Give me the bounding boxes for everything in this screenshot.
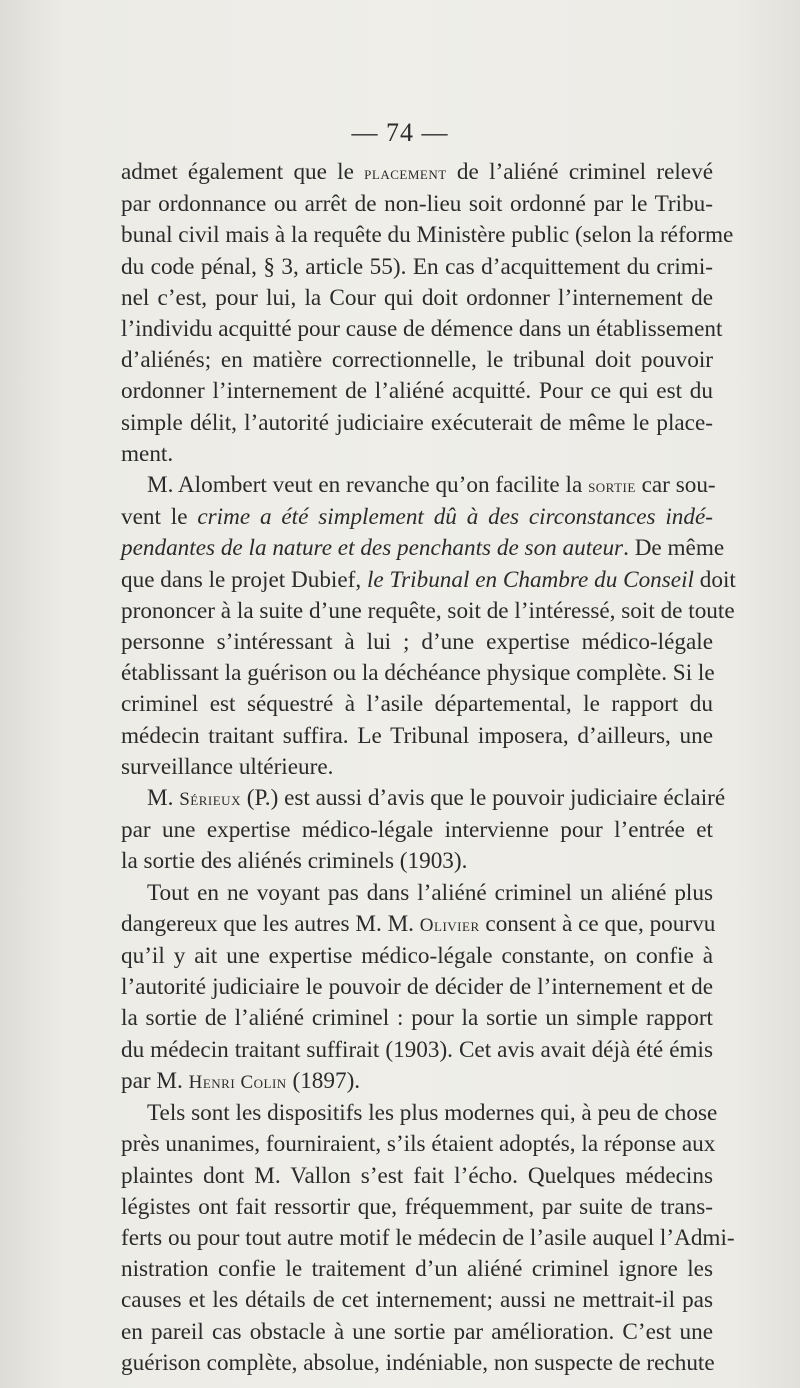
page-number: — 74 —	[351, 118, 449, 147]
text-line: en pareil cas obstacle à une sortie par amélioration. C’est une	[121, 1318, 713, 1345]
text-line: causes et les détails de cet internement; aussi ne mettrait-il pas	[121, 1287, 713, 1314]
text-line: admet également que le placement de l’aliéné criminel relevé	[121, 159, 713, 185]
text-line: l’autorité judiciaire le pouvoir de décider de l’internement et de	[121, 974, 713, 1001]
text-line: par une expertise médico-légale intervienne pour l’entrée et	[121, 817, 713, 844]
text-line: légistes ont fait ressortir que, fréquemment, par suite de trans-	[121, 1193, 713, 1220]
text-line: bunal civil mais à la requête du Ministère public (selon la réforme	[121, 222, 734, 249]
paragraph-1	[121, 157, 734, 470]
text-line: guérison complète, absolue, indéniable, non suspecte de rechute	[121, 1349, 715, 1376]
text-line: ment.	[121, 440, 174, 467]
text-line: criminel est séquestré à l’asile départemental, le rapport du	[121, 691, 713, 718]
text-line: établissant la guérison ou la déchéance physique complète. Si le	[121, 660, 715, 687]
text-line: plaintes dont M. Vallon s’est fait l’écho. Quelques médecins	[121, 1162, 713, 1189]
text-line: vent le crime a été simplement dû à des circonstances indé-	[121, 504, 713, 531]
text-line: nel c’est, pour lui, la Cour qui doit ordonner l’internement de	[121, 284, 713, 311]
text-line: nistration confie le traitement d’un aliéné criminel ignore les	[121, 1256, 713, 1283]
text-line: du médecin traitant suffirait (1903). Cet avis avait déjà été émis	[121, 1036, 713, 1063]
text-line: simple délit, l’autorité judiciaire exécuterait de même le place-	[121, 409, 713, 436]
text-line: prononcer à la suite d’une requête, soit de l’intéressé, soit de toute	[121, 597, 735, 624]
paragraph-3	[121, 783, 726, 878]
text-line: M. Sérieux (P.) est aussi d’avis que le pouvoir judiciaire éclairé	[147, 785, 726, 812]
text-line: pendantes de la nature et des penchants de son auteur. De même	[121, 535, 725, 562]
text-line: par ordonnance ou arrêt de non-lieu soit ordonné par le Tribu-	[121, 191, 713, 218]
paragraph-2	[121, 470, 736, 783]
text-line: médecin traitant suffira. Le Tribunal imposera, d’ailleurs, une	[121, 722, 713, 749]
text-line: M. Alombert veut en revanche qu’on facilite la sortie car sou-	[147, 472, 716, 499]
text-line: la sortie de l’aliéné criminel : pour la sortie un simple rapport	[121, 1005, 713, 1032]
paragraph-4	[121, 878, 716, 1098]
text-line: la sortie des aliénés criminels (1903).	[121, 848, 468, 875]
text-line: d’aliénés; en matière correctionnelle, le tribunal doit pouvoir	[121, 347, 713, 374]
text-line: qu’il y ait une expertise médico-légale constante, on confie à	[121, 943, 713, 970]
text-line: Tout en ne voyant pas dans l’aliéné criminel un aliéné plus	[147, 879, 713, 906]
body-text	[121, 157, 736, 1379]
text-line: Tels sont les dispositifs les plus modernes qui, à peu de chose	[147, 1100, 718, 1127]
paragraph-5	[121, 1098, 735, 1379]
text-line: ferts ou pour tout autre motif le médecin de l’asile auquel l’Admi-	[121, 1224, 735, 1251]
text-line: surveillance ultérieure.	[121, 753, 334, 780]
text-line: que dans le projet Dubief, le Tribunal en Chambre du Conseil doit	[121, 566, 736, 593]
text-line: l’individu acquitté pour cause de démence dans un établissement	[121, 316, 723, 343]
text-line: du code pénal, § 3, article 55). En cas d’acquittement du crimi-	[121, 253, 713, 280]
text-line: près unanimes, fourniraient, s’ils étaient adoptés, la réponse aux	[121, 1131, 716, 1158]
text-line: ordonner l’internement de l’aliéné acquitté. Pour ce qui est du	[121, 378, 713, 405]
text-line: dangereux que les autres M. M. Olivier consent à ce que, pourvu	[121, 910, 716, 937]
text-line: par M. Henri Colin (1897).	[121, 1067, 361, 1094]
text-line: personne s’intéressant à lui ; d’une expertise médico-légale	[121, 629, 713, 656]
